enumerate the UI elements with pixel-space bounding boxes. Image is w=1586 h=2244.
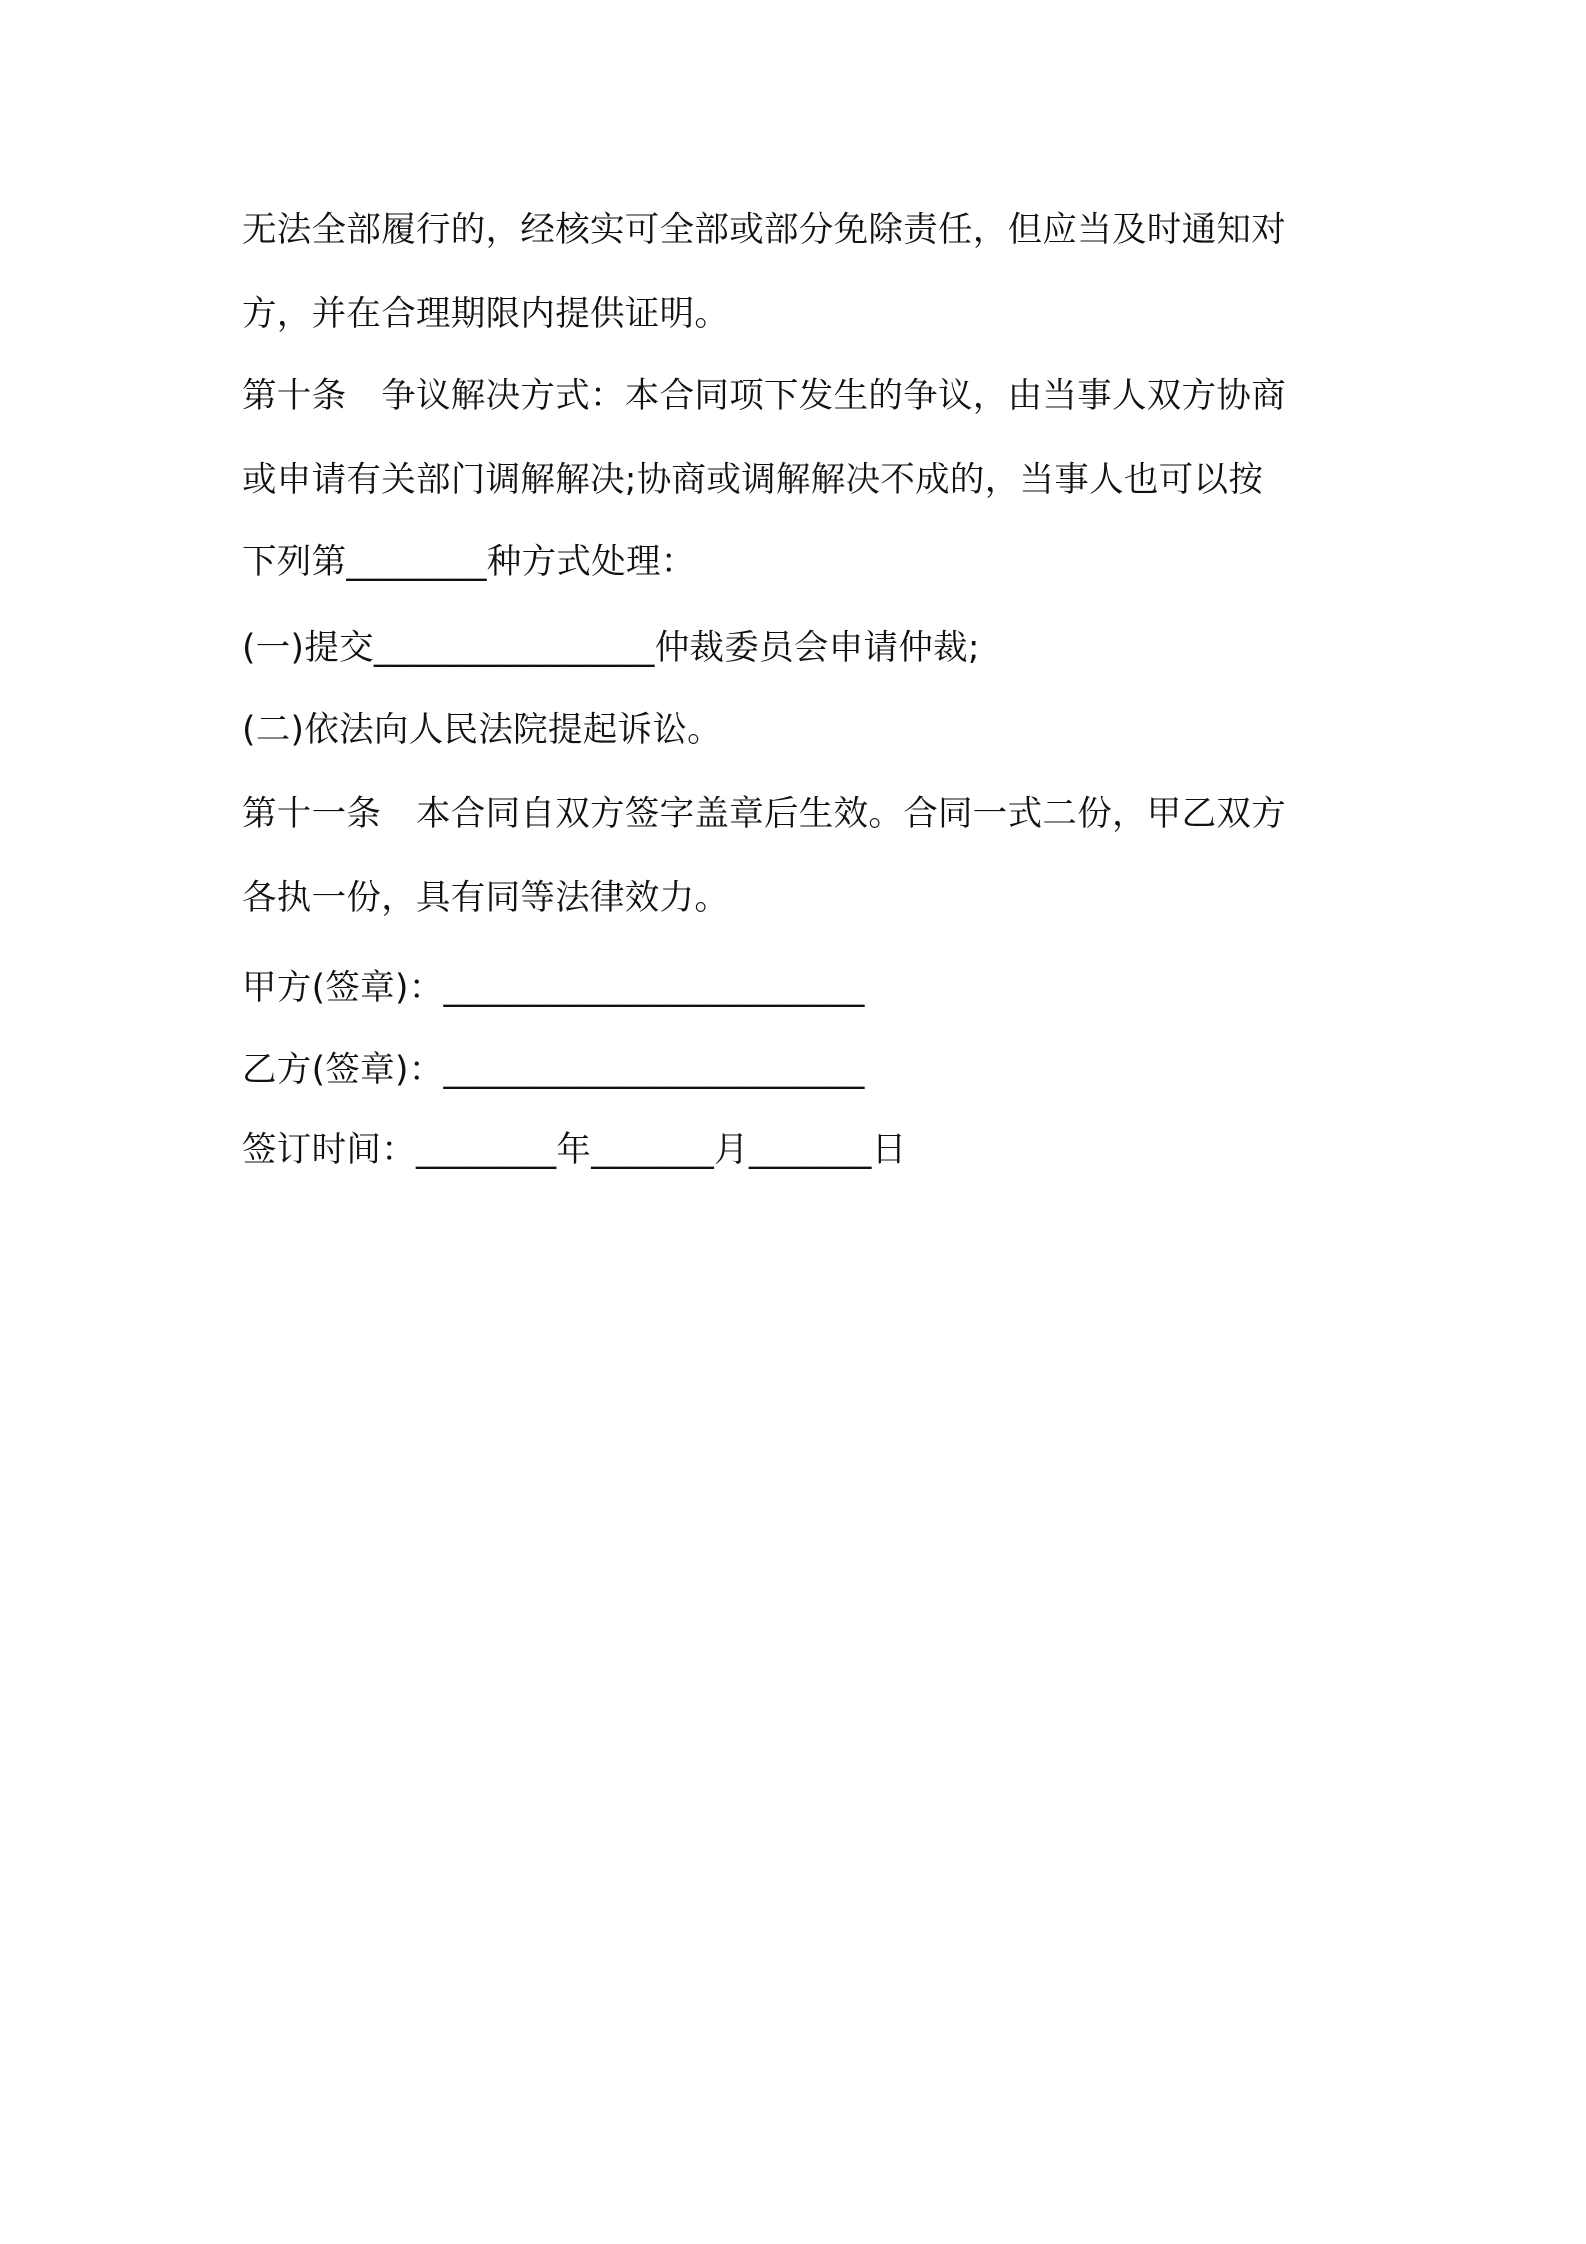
paragraph-line-2: 方，并在合理期限内提供证明。: [242, 294, 730, 334]
option-1-arbitration: (一)提交________________仲裁委员会申请仲裁;: [242, 628, 980, 668]
article-10-line-2: 或申请有关部门调解解决;协商或调解解决不成的，当事人也可以按: [242, 460, 1264, 500]
article-10-line-1: 第十条 争议解决方式：本合同项下发生的争议，由当事人双方协商: [242, 376, 1286, 416]
article-11-line-2: 各执一份，具有同等法律效力。: [242, 878, 730, 918]
article-10-line-3: 下列第________种方式处理：: [242, 542, 696, 582]
party-a-signature-line: 甲方(签章)：________________________: [242, 968, 865, 1008]
paragraph-line-1: 无法全部履行的，经核实可全部或部分免除责任，但应当及时通知对: [242, 210, 1286, 250]
option-2-litigation: (二)依法向人民法院提起诉讼。: [242, 710, 722, 750]
signing-date-line: 签订时间：________年_______月_______日: [242, 1130, 907, 1170]
article-11-line-1: 第十一条 本合同自双方签字盖章后生效。合同一式二份，甲乙双方: [242, 794, 1286, 834]
party-b-signature-line: 乙方(签章)：________________________: [242, 1050, 865, 1090]
